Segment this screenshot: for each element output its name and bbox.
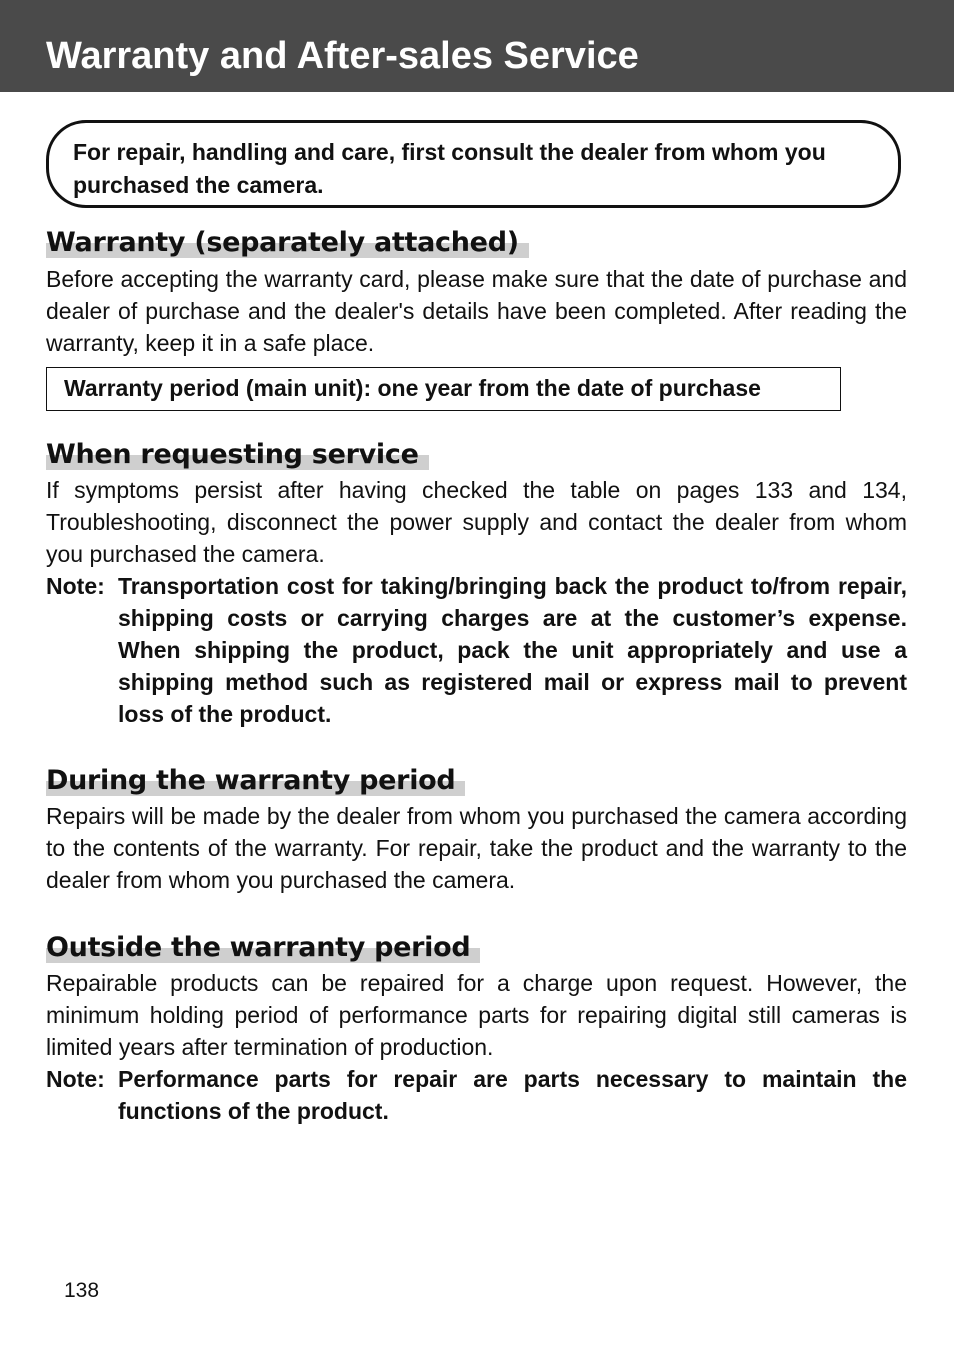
warranty-body: Before accepting the warranty card, please make sure that the date of purchase and dealer of purchase and the dealer's details have been completed. After reading the warranty, keep it in a safe place.	[46, 266, 907, 356]
note-body: Transportation cost for taking/bringing back the product to/from repair, shipping costs or carrying charges are at the customer’s expense. When shipping the product, pack the unit appropriately and use a shipping method such as registered mail or express mail to prevent loss of the product.	[118, 573, 907, 727]
heading-requesting-service: When requesting service	[46, 440, 429, 470]
heading-during-warranty: During the warranty period	[46, 766, 465, 796]
heading-warranty: Warranty (separately attached)	[46, 228, 529, 258]
note-body: Performance parts for repair are parts necessary to maintain the functions of the product.	[118, 1066, 907, 1124]
notice-text: For repair, handling and care, first consult the dealer from whom you purchased the camera.	[73, 139, 826, 198]
outside-warranty-body: Repairable products can be repaired for a charge upon request. However, the minimum holding period of performance parts for repairing digital still cameras is limited years after termination of production.	[46, 970, 907, 1060]
title-bar	[0, 0, 954, 92]
warranty-period-box	[46, 367, 841, 411]
note-label: Note:	[46, 1066, 105, 1092]
page-title: Warranty and After-sales Service	[46, 35, 639, 77]
requesting-service-body: If symptoms persist after having checked the table on pages 133 and 134, Troubleshooting, disconnect the power supply and contact the dealer from whom you purchased the camera.	[46, 477, 907, 567]
page-number: 138	[64, 1279, 100, 1302]
requesting-service-note	[46, 570, 907, 730]
notice-box	[46, 120, 901, 208]
outside-warranty-note	[46, 1063, 907, 1127]
during-warranty-body: Repairs will be made by the dealer from whom you purchased the camera according to the contents of the warranty. For repair, take the product and the warranty to the dealer from whom you purchased the camera.	[46, 803, 907, 893]
warranty-period-text: Warranty period (main unit): one year from the date of purchase	[64, 375, 761, 401]
note-label: Note:	[46, 573, 105, 599]
heading-outside-warranty: Outside the warranty period	[46, 933, 480, 963]
